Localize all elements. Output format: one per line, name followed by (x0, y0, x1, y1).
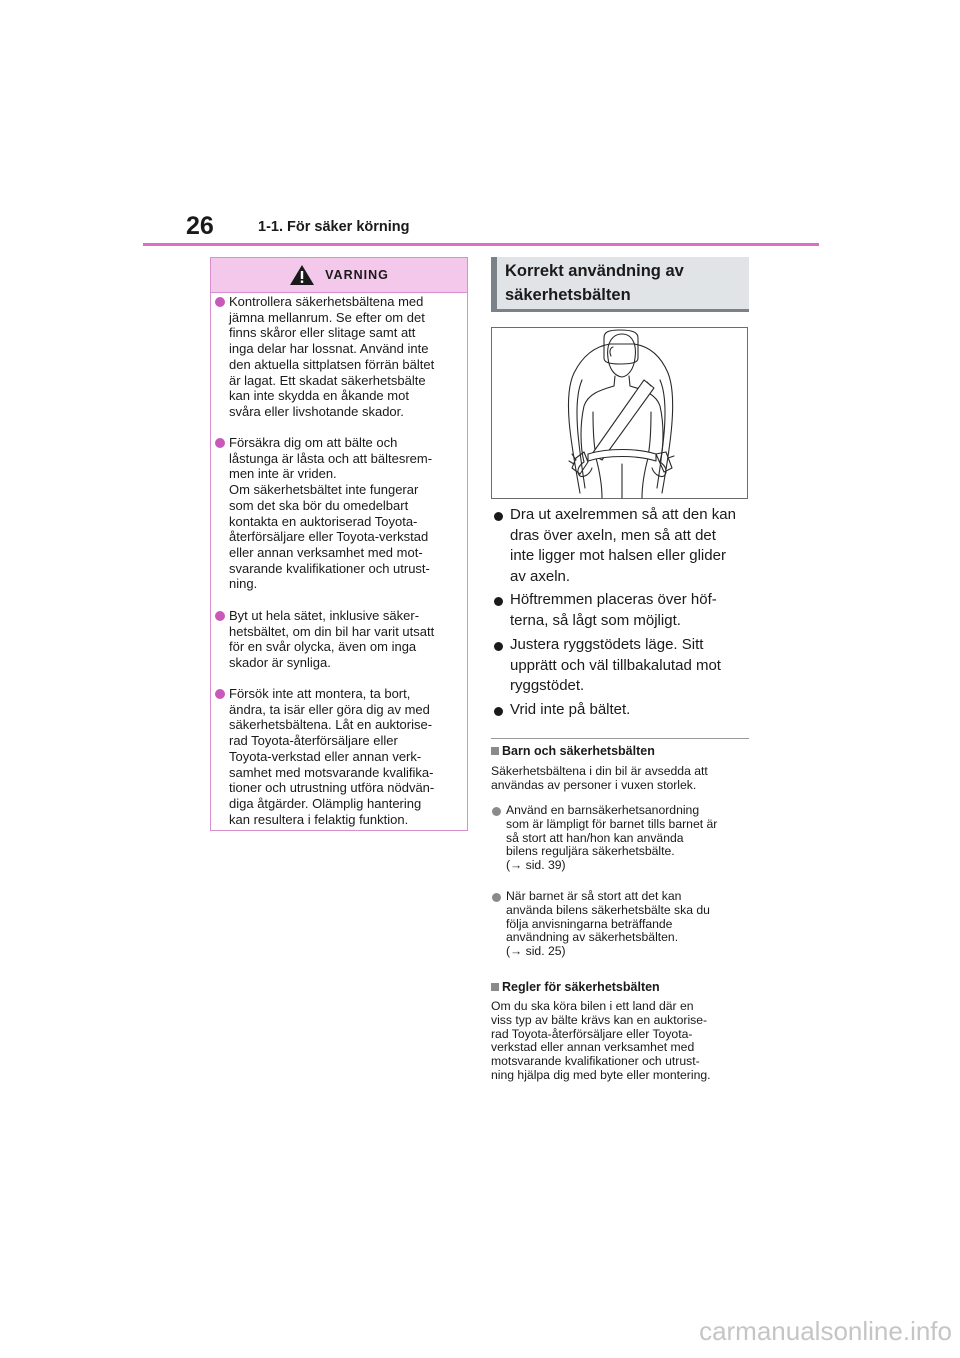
notes-divider (491, 738, 749, 739)
bullet-icon (494, 512, 503, 521)
note-rules-text: Om du ska köra bilen i ett land där en viss typ av bälte krävs kan en auktorise- rad Toyota-återförsäljare eller Toyota- verkstad eller annan verksamhet med motsvarande kvalifikationer och utrust- ning hjälpa dig med byte eller montering. (491, 999, 711, 1082)
warning-item-text: Byt ut hela sätet, inklusive säker- hetsbältet, om din bil har varit utsatt för en svår olycka, även om inga skador är synliga. (229, 608, 435, 671)
bullet-icon (215, 689, 225, 699)
note-heading-text: Barn och säkerhetsbälten (502, 744, 655, 758)
warning-item-text: Försäkra dig om att bälte och låstunga är låsta och att bältesrem- men inte är vriden. Om säkerhetsbältet inte fungerar som det ska bör du omedelbart kontakta en auktoriserad Toyota- återförsäljare eller Toyota-verkstad eller annan verksamhet med mot- svarande kvalifikationer och utrust- ning. (229, 435, 433, 592)
bullet-icon (492, 893, 501, 902)
instruction-text: Höftremmen placeras över höf- terna, så lågt som möjligt. (510, 591, 717, 629)
heading-accent-bar (491, 257, 497, 309)
bullet-icon (494, 707, 503, 716)
bullet-icon (215, 611, 225, 621)
warning-header (211, 258, 467, 293)
note-heading-child (491, 744, 655, 758)
bullet-icon (215, 438, 225, 448)
bullet-icon (494, 642, 503, 651)
bullet-icon (215, 297, 225, 307)
warning-item-text: Kontrollera säkerhetsbältena med jämna mellanrum. Se efter om det finns skåror eller slitage samt att inga delar har lossnat. Använd inte den aktuella sittplatsen förrän bältet är lagat. Ett skadat säkerhetsbälte kan inte skydda en åkande mot svåra eller livshotande skador. (229, 294, 435, 419)
seated-person-with-seatbelt-icon (492, 328, 749, 500)
note-intro: Säkerhetsbältena i din bil är avsedda att användas av personer i vuxen storlek. (491, 764, 708, 792)
instruction-text: Justera ryggstödets läge. Sitt upprätt och väl tillbakalutad mot ryggstödet. (510, 636, 721, 694)
note-item-text: Använd en barnsäkerhetsanordning som är lämpligt för barnet tills barnet är så stort att han/hon kan använda bilens reguljära säkerhetsbälte. (→ sid. 39) (506, 803, 718, 873)
warning-title: VARNING (325, 268, 389, 282)
bullet-icon (492, 807, 501, 816)
warning-item-text: Försök inte att montera, ta bort, ändra, ta isär eller göra dig av med säkerhetsbältena. Låt en auktorise- rad Toyota-återförsäljare eller Toyota-verkstad eller annan verk- samhet med motsvarande kvalifika- tioner och utrustning utföra nödvän- diga åtgärder. Olämplig hantering kan resultera i felaktig funktion. (229, 686, 435, 827)
page-number: 26 (186, 212, 214, 240)
watermark: carmanualsonline.info (699, 1316, 952, 1346)
header-rule (143, 243, 819, 246)
section-title: 1-1. För säker körning (258, 219, 410, 235)
note-heading-rules (491, 980, 660, 994)
seatbelt-illustration (491, 327, 748, 499)
square-bullet-icon (491, 983, 499, 991)
square-bullet-icon (491, 747, 499, 755)
note-item-text: När barnet är så stort att det kan använda bilens säkerhetsbälte ska du följa anvisningarna beträffande användning av säkerhetsbälten. (→ sid. 25) (506, 889, 710, 959)
bullet-icon (494, 597, 503, 606)
instruction-text: Dra ut axelremmen så att den kan dras över axeln, men så att det inte ligger mot halsen eller glider av axeln. (510, 506, 736, 585)
note-heading-text: Regler för säkerhetsbälten (502, 980, 660, 994)
warning-triangle-icon (289, 264, 315, 286)
warning-box (210, 257, 468, 831)
instruction-text: Vrid inte på bältet. (510, 701, 631, 718)
section-heading: Korrekt användning av säkerhetsbälten (505, 262, 684, 304)
section-heading-box (491, 257, 749, 312)
